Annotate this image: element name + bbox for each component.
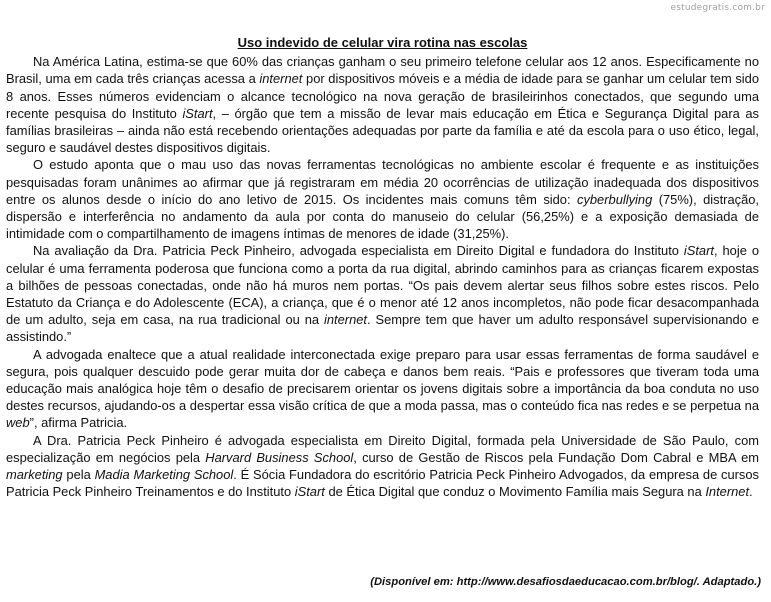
italic-run: internet bbox=[259, 71, 303, 87]
text-run: O estudo aponta que o mau uso das novas ferramentas tecnológicas no ambiente escolar é frequente e as instituições pesquisadas foram unânimes ao afirmar que já registraram em média 20 ocorrências de utilização inadequada dos dispositivos entre os alunos desde o início do ano letivo de 2015. Os incidentes mais comuns têm sido: bbox=[6, 157, 759, 207]
text-run: por dispositivos móveis e a média de idade para se ganhar um celular tem sido 8 anos. Esses números evidenciam o alcance tecnológico na nova geração de brasileirinhos conectados, que segundo uma recente pesquisa do Instituto bbox=[6, 71, 759, 121]
watermark: estudegratis.com.br bbox=[670, 3, 765, 13]
text-run: Na América Latina, estima-se que 60% das crianças ganham o seu primeiro telefone celular aos 12 anos. Especificamente no Brasil, uma em cada três crianças acessa a bbox=[6, 54, 759, 87]
italic-run: Internet bbox=[705, 484, 750, 500]
source-citation: (Disponível em: http://www.desafiosdaeducacao.com.br/blog/. Adaptado.) bbox=[370, 576, 761, 588]
text-run: A Dra. Patricia Peck Pinheiro é advogada especialista em Direito Digital, formada pela Universidade de São Paulo, com especialização em negócios pela bbox=[6, 432, 759, 465]
italic-run: Harvard Business School bbox=[205, 449, 354, 465]
text-run: , hoje o celular é uma ferramenta poderosa que funciona como a porta da rua digital, abrindo caminhos para as crianças ficarem expostas a bilhões de pessoas conectadas, onde não há muros nem portas. “Os pais devem alertar seus filhos sobre estes riscos. Pelo Estatuto da Criança e do Adolescente (ECA), a criança, que é o menor até 12 anos incompletos, não pode ficar desacompanhada de um adulto, seja em casa, na rua tradicional ou na bbox=[6, 243, 759, 328]
text-run: , – órgão que tem a missão de levar mais educação em Ética e Segurança Digital para as famílias brasileiras – ainda não está recebendo orientações adequadas por parte da família e até da escola para o uso ético, legal, seguro e saudável destes dispositivos digitais. bbox=[6, 105, 759, 156]
paragraph bbox=[6, 156, 759, 242]
text-run: ”, afirma Patricia. bbox=[29, 415, 128, 431]
italic-run: iStart bbox=[683, 243, 714, 259]
text-run: de Ética Digital que conduz o Movimento Família mais Segura na bbox=[324, 484, 706, 500]
italic-run: cyberbullying bbox=[577, 191, 653, 207]
italic-run: internet bbox=[324, 312, 368, 328]
paragraph bbox=[6, 346, 759, 432]
text-run: (75%), distração, dispersão e interferência no andamento da aula por conta do manuseio do celular (56,25%) e a exposição demasiada de intimidade com o compartilhamento de imagens íntimas de menores de idade (31,25%). bbox=[6, 191, 759, 242]
paragraph bbox=[6, 242, 759, 345]
text-run: . Sempre tem que haver um adulto responsável supervisionando e assistindo.” bbox=[6, 312, 759, 345]
text-run: . É Sócia Fundadora do escritório Patricia Peck Pinheiro Advogados, da empresa de cursos Patricia Peck Pinheiro Treinamentos e do Instituto bbox=[6, 467, 759, 500]
article bbox=[6, 34, 759, 500]
italic-run: iStart bbox=[182, 105, 213, 121]
article-body bbox=[6, 53, 759, 500]
italic-run: marketing bbox=[6, 467, 63, 483]
text-run: . bbox=[749, 484, 753, 500]
paragraph bbox=[6, 53, 759, 156]
text-run: , curso de Gestão de Riscos pela Fundação Dom Cabral e MBA em bbox=[353, 449, 760, 465]
paragraph bbox=[6, 432, 759, 501]
text-run: A advogada enaltece que a atual realidade interconectada exige preparo para usar essas ferramentas de forma saudável e segura, pois qualquer descuido pode gerar muita dor de cabeça e danos bem reais. “Pais e professores que tiveram toda uma educação mais analógica hoje têm o desafio de precisarem orientar os jovens digitais sobre a importância da boa conduta no uso destes recursos, ajudando-os a despertar essa visão crítica de que a moda passa, mas o conteúdo fica nas redes e se perpetua na bbox=[6, 346, 759, 414]
italic-run: Madia Marketing School bbox=[94, 467, 234, 483]
italic-run: web bbox=[6, 415, 30, 431]
text-run: pela bbox=[62, 467, 95, 483]
italic-run: iStart bbox=[294, 484, 325, 500]
article-title: Uso indevido de celular vira rotina nas escolas bbox=[237, 35, 528, 50]
text-run: Na avaliação da Dra. Patricia Peck Pinheiro, advogada especialista em Direito Digital e fundadora do Instituto bbox=[33, 243, 684, 259]
